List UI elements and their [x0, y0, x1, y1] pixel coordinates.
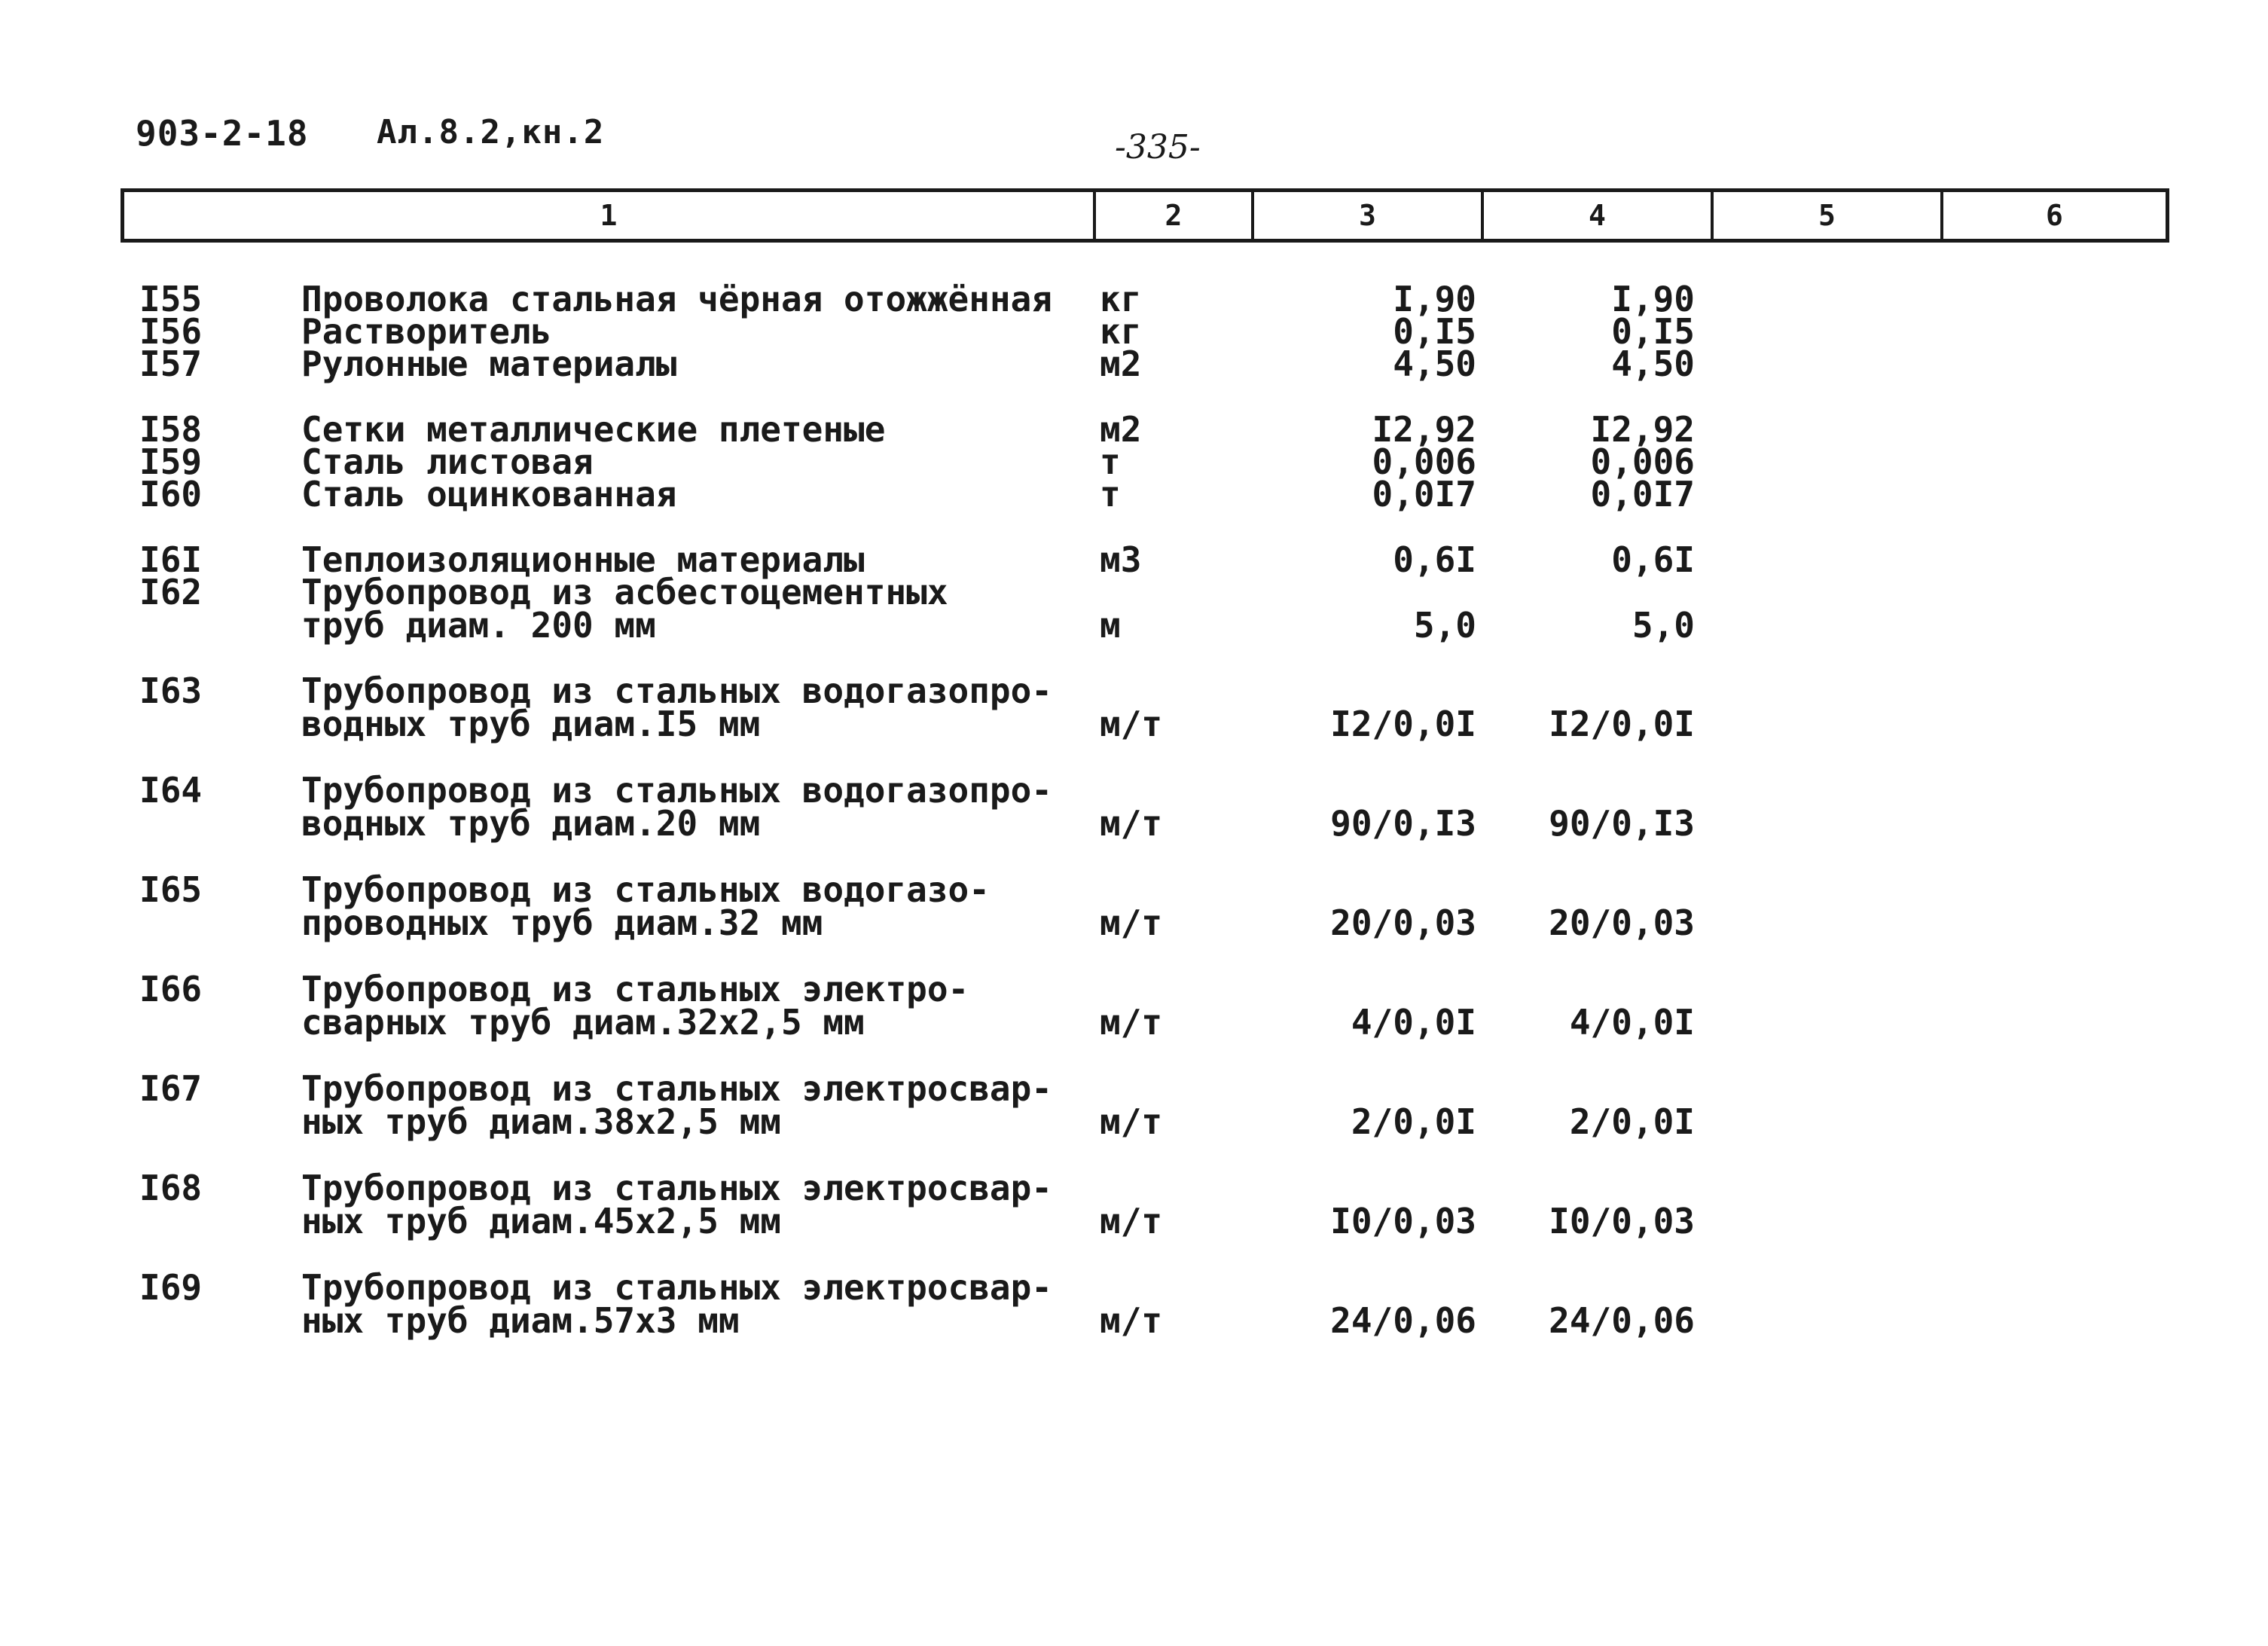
row-value-col3: 90/0,I3: [1330, 803, 1476, 844]
row-number: I67: [139, 1068, 203, 1109]
row-value-col3: 5,0: [1413, 605, 1476, 646]
row-value-col3: I2,92: [1372, 409, 1476, 450]
row-name: Сталь листовая: [301, 441, 594, 482]
row-number: I57: [139, 344, 203, 384]
row-value-col3: 0,I5: [1393, 311, 1476, 352]
row-value-col4: 0,I5: [1611, 311, 1695, 352]
row-value-col4: 2/0,0I: [1569, 1101, 1695, 1142]
row-unit: м/т: [1100, 1101, 1163, 1142]
row-number: I6I: [139, 539, 203, 580]
row-unit: м/т: [1100, 902, 1163, 943]
row-name: Трубопровод из асбестоцементных труб диам. 200 мм: [301, 572, 948, 646]
row-number: I60: [139, 474, 203, 515]
row-number: I69: [139, 1267, 203, 1308]
row-unit: м: [1100, 605, 1121, 646]
row-name: Сталь оцинкованная: [301, 474, 677, 515]
album-reference: Ал.8.2,кн.2: [377, 113, 605, 151]
row-value-col4: 4,50: [1611, 344, 1695, 384]
row-value-col4: I2,92: [1590, 409, 1695, 450]
row-unit: м/т: [1100, 1002, 1163, 1043]
row-value-col3: 2/0,0I: [1351, 1101, 1476, 1142]
row-unit: кг: [1100, 279, 1142, 319]
row-value-col3: 0,0I7: [1372, 474, 1476, 515]
row-number: I66: [139, 969, 203, 1009]
row-value-col3: I,90: [1393, 279, 1476, 319]
row-value-col4: 0,006: [1590, 441, 1695, 482]
row-unit: м2: [1100, 344, 1142, 384]
row-number: I55: [139, 279, 203, 319]
row-value-col3: 0,006: [1372, 441, 1476, 482]
row-value-col3: I2/0,0I: [1330, 704, 1476, 744]
row-value-col3: 4,50: [1393, 344, 1476, 384]
row-name: Трубопровод из стальных электро- сварных труб диам.32х2,5 мм: [301, 969, 969, 1043]
row-number: I58: [139, 409, 203, 450]
row-name: Теплоизоляционные материалы: [301, 539, 865, 580]
row-unit: м/т: [1100, 704, 1163, 744]
row-name: Трубопровод из стальных электросвар- ных труб диам.45х2,5 мм: [301, 1168, 1052, 1241]
row-value-col4: I2/0,0I: [1549, 704, 1695, 744]
column-header-5: 5: [1714, 192, 1943, 239]
row-value-col3: I0/0,03: [1330, 1201, 1476, 1241]
row-value-col4: 0,6I: [1611, 539, 1695, 580]
row-number: I56: [139, 311, 203, 352]
row-value-col4: 0,0I7: [1590, 474, 1695, 515]
row-unit: т: [1100, 474, 1121, 515]
row-number: I64: [139, 770, 203, 811]
row-name: Трубопровод из стальных водогазопро- водных труб диам.20 мм: [301, 770, 1052, 844]
row-value-col4: 90/0,I3: [1549, 803, 1695, 844]
row-name: Рулонные материалы: [301, 344, 677, 384]
document-code: 903-2-18: [136, 113, 309, 154]
row-unit: м2: [1100, 409, 1142, 450]
row-name: Трубопровод из стальных водогазо- проводных труб диам.32 мм: [301, 869, 990, 943]
row-unit: м3: [1100, 539, 1142, 580]
row-name: Проволока стальная чёрная отожжённая: [301, 279, 1052, 319]
row-number: I68: [139, 1168, 203, 1208]
column-header-2: 2: [1096, 192, 1254, 239]
row-unit: т: [1100, 441, 1121, 482]
row-unit: м/т: [1100, 1201, 1163, 1241]
row-value-col4: 20/0,03: [1549, 902, 1695, 943]
column-header-3: 3: [1254, 192, 1484, 239]
row-name: Трубопровод из стальных электросвар- ных труб диам.57х3 мм: [301, 1267, 1052, 1341]
row-value-col4: 5,0: [1632, 605, 1695, 646]
column-header-1: 1: [124, 192, 1096, 239]
column-header-4: 4: [1484, 192, 1714, 239]
row-value-col4: 24/0,06: [1549, 1300, 1695, 1341]
row-value-col4: I,90: [1611, 279, 1695, 319]
table-header: [121, 188, 2169, 243]
row-name: Трубопровод из стальных водогазопро- водных труб диам.I5 мм: [301, 670, 1052, 744]
row-unit: м/т: [1100, 803, 1163, 844]
column-header-6: 6: [2046, 199, 2063, 232]
row-unit: м/т: [1100, 1300, 1163, 1341]
row-name: Трубопровод из стальных электросвар- ных труб диам.38х2,5 мм: [301, 1068, 1052, 1142]
row-name: Сетки металлические плетеные: [301, 409, 886, 450]
row-value-col4: I0/0,03: [1549, 1201, 1695, 1241]
row-value-col4: 4/0,0I: [1569, 1002, 1695, 1043]
row-number: I59: [139, 441, 203, 482]
row-unit: кг: [1100, 311, 1142, 352]
page-number: -335-: [1115, 128, 1201, 166]
row-number: I62: [139, 572, 203, 612]
row-value-col3: 20/0,03: [1330, 902, 1476, 943]
row-name: Растворитель: [301, 311, 552, 352]
row-number: I63: [139, 670, 203, 711]
row-number: I65: [139, 869, 203, 910]
row-value-col3: 4/0,0I: [1351, 1002, 1476, 1043]
row-value-col3: 24/0,06: [1330, 1300, 1476, 1341]
row-value-col3: 0,6I: [1393, 539, 1476, 580]
